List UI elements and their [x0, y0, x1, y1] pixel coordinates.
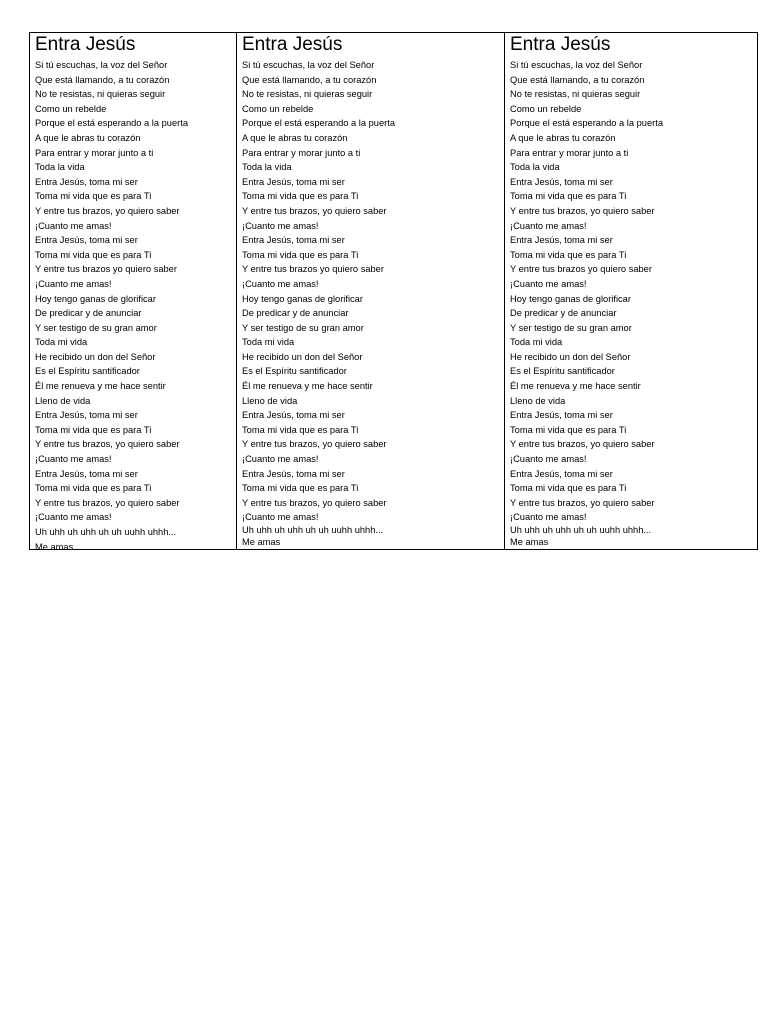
lyric-line: Y entre tus brazos yo quiero saber	[242, 264, 384, 275]
lyric-line: Es el Espíritu santificador	[35, 366, 140, 377]
lyric-line: Toda la vida	[510, 162, 560, 173]
lyric-line: Y ser testigo de su gran amor	[510, 322, 632, 333]
lyric-line: Es el Espíritu santificador	[510, 366, 615, 377]
lyric-line: Entra Jesús, toma mi ser	[35, 410, 138, 421]
lyrics-lines	[35, 58, 236, 549]
lyric-line: Uh uhh uh uhh uh uh uuhh uhhh...	[510, 525, 652, 535]
lyric-line: Toma mi vida que es para Ti	[35, 249, 152, 260]
lyric-line: A que le abras tu corazón	[242, 132, 348, 143]
lyric-line: De predicar y de anunciar	[35, 308, 142, 319]
lyric-line: Si tú escuchas, la voz del Señor	[35, 60, 168, 70]
lyric-line: Y entre tus brazos, yo quiero saber	[510, 205, 655, 216]
lyric-line: De predicar y de anunciar	[510, 308, 617, 319]
lyric-line: He recibido un don del Señor	[35, 351, 156, 362]
lyric-line: Toda mi vida	[510, 337, 563, 348]
lyric-line: ¡Cuanto me amas!	[35, 220, 112, 231]
lyric-line: Lleno de vida	[510, 395, 566, 406]
lyric-line: Y entre tus brazos, yo quiero saber	[35, 497, 180, 508]
lyric-line: Uh uhh uh uhh uh uh uuhh uhhh...	[35, 527, 177, 537]
lyric-line: ¡Cuanto me amas!	[35, 512, 112, 523]
lyric-line: Entra Jesús, toma mi ser	[242, 468, 345, 479]
lyric-line: ¡Cuanto me amas!	[242, 454, 319, 465]
lyric-line: Y entre tus brazos, yo quiero saber	[35, 205, 180, 216]
lyric-line: A que le abras tu corazón	[510, 132, 616, 143]
lyric-line: Que está llamando, a tu corazón	[35, 74, 170, 85]
lyric-line: Toma mi vida que es para Ti	[35, 191, 152, 202]
lyric-line: Si tú escuchas, la voz del Señor	[242, 60, 375, 70]
lyric-line: ¡Cuanto me amas!	[35, 278, 112, 289]
lyric-line: Para entrar y morar junto a ti	[35, 147, 154, 158]
lyric-line: Para entrar y morar junto a ti	[510, 147, 629, 158]
lyric-line: Uh uhh uh uhh uh uh uuhh uhhh...	[242, 525, 384, 535]
lyric-line: Es el Espíritu santificador	[242, 366, 347, 377]
lyric-line: Él me renueva y me hace sentir	[242, 381, 373, 392]
lyric-line: No te resistas, ni quieras seguir	[510, 89, 641, 100]
lyric-line: Toda mi vida	[242, 337, 295, 348]
lyric-line: Toda la vida	[35, 162, 85, 173]
lyric-line: Toma mi vida que es para Ti	[510, 191, 627, 202]
lyric-line: Entra Jesús, toma mi ser	[242, 235, 345, 246]
lyric-line: Él me renueva y me hace sentir	[510, 381, 641, 392]
lyric-line: Si tú escuchas, la voz del Señor	[510, 60, 643, 70]
lyric-line: Lleno de vida	[242, 395, 298, 406]
lyric-line: Entra Jesús, toma mi ser	[510, 468, 613, 479]
lyric-line: A que le abras tu corazón	[35, 132, 141, 143]
lyric-line: Y ser testigo de su gran amor	[242, 322, 364, 333]
lyric-line: Me amas	[510, 536, 549, 547]
lyric-line: Él me renueva y me hace sentir	[35, 381, 166, 392]
lyric-line: Y entre tus brazos, yo quiero saber	[35, 439, 180, 450]
lyric-line: Como un rebelde	[510, 103, 582, 114]
lyrics-sheet	[29, 32, 758, 550]
lyric-line: Toda la vida	[242, 162, 292, 173]
lyric-line: Porque el está esperando a la puerta	[242, 118, 395, 129]
lyric-line: Lleno de vida	[35, 395, 91, 406]
lyric-line: Y entre tus brazos, yo quiero saber	[242, 497, 387, 508]
lyric-line: ¡Cuanto me amas!	[510, 512, 587, 523]
lyric-line: Hoy tengo ganas de glorificar	[35, 293, 156, 304]
lyric-line: Y entre tus brazos yo quiero saber	[35, 264, 177, 275]
lyric-line: Toma mi vida que es para Ti	[35, 424, 152, 435]
lyric-line: Toma mi vida que es para Ti	[242, 424, 359, 435]
lyrics-lines	[510, 58, 759, 548]
lyric-line: No te resistas, ni quieras seguir	[35, 89, 166, 100]
lyric-line: Hoy tengo ganas de glorificar	[242, 293, 363, 304]
lyric-line: Toma mi vida que es para Ti	[242, 191, 359, 202]
lyric-line: Y entre tus brazos yo quiero saber	[510, 264, 652, 275]
lyric-line: ¡Cuanto me amas!	[510, 454, 587, 465]
lyric-line: ¡Cuanto me amas!	[510, 220, 587, 231]
lyric-line: Y entre tus brazos, yo quiero saber	[242, 439, 387, 450]
lyric-line: Y ser testigo de su gran amor	[35, 322, 157, 333]
lyric-line: Hoy tengo ganas de glorificar	[510, 293, 631, 304]
song-title: Entra Jesús	[242, 34, 343, 55]
lyric-line: Entra Jesús, toma mi ser	[35, 235, 138, 246]
lyric-line: De predicar y de anunciar	[242, 308, 349, 319]
lyric-line: Como un rebelde	[35, 103, 107, 114]
lyric-line: Que está llamando, a tu corazón	[242, 74, 377, 85]
lyric-line: Entra Jesús, toma mi ser	[35, 176, 138, 187]
lyric-line: Me amas	[242, 536, 281, 547]
lyric-line: Entra Jesús, toma mi ser	[510, 235, 613, 246]
lyric-line: Porque el está esperando a la puerta	[35, 118, 188, 129]
lyric-line: Que está llamando, a tu corazón	[510, 74, 645, 85]
lyrics-lines	[242, 58, 504, 548]
lyric-line: Toma mi vida que es para Ti	[242, 483, 359, 494]
lyric-line: Toma mi vida que es para Ti	[510, 249, 627, 260]
lyric-line: ¡Cuanto me amas!	[242, 512, 319, 523]
lyric-line: Entra Jesús, toma mi ser	[510, 176, 613, 187]
lyric-line: ¡Cuanto me amas!	[510, 278, 587, 289]
lyrics-column-1	[30, 33, 236, 549]
lyric-line: Y entre tus brazos, yo quiero saber	[510, 497, 655, 508]
lyric-line: Toma mi vida que es para Ti	[510, 424, 627, 435]
lyric-line: Toda mi vida	[35, 337, 88, 348]
lyric-line: Como un rebelde	[242, 103, 314, 114]
song-title: Entra Jesús	[35, 34, 136, 55]
lyric-line: Entra Jesús, toma mi ser	[510, 410, 613, 421]
lyric-line: Para entrar y morar junto a ti	[242, 147, 361, 158]
lyric-line: Y entre tus brazos, yo quiero saber	[242, 205, 387, 216]
lyric-line: Entra Jesús, toma mi ser	[242, 176, 345, 187]
lyric-line: He recibido un don del Señor	[510, 351, 631, 362]
song-title: Entra Jesús	[510, 34, 611, 55]
lyric-line: Me amas	[35, 541, 74, 549]
lyric-line: Entra Jesús, toma mi ser	[242, 410, 345, 421]
lyric-line: He recibido un don del Señor	[242, 351, 363, 362]
lyrics-column-2	[236, 33, 504, 549]
lyric-line: Toma mi vida que es para Ti	[35, 483, 152, 494]
lyric-line: Entra Jesús, toma mi ser	[35, 468, 138, 479]
lyric-line: Y entre tus brazos, yo quiero saber	[510, 439, 655, 450]
lyric-line: ¡Cuanto me amas!	[242, 220, 319, 231]
lyric-line: Porque el está esperando a la puerta	[510, 118, 663, 129]
lyric-line: No te resistas, ni quieras seguir	[242, 89, 373, 100]
lyric-line: Toma mi vida que es para Ti	[242, 249, 359, 260]
lyric-line: Toma mi vida que es para Ti	[510, 483, 627, 494]
lyrics-column-3	[504, 33, 759, 549]
lyric-line: ¡Cuanto me amas!	[242, 278, 319, 289]
lyric-line: ¡Cuanto me amas!	[35, 454, 112, 465]
